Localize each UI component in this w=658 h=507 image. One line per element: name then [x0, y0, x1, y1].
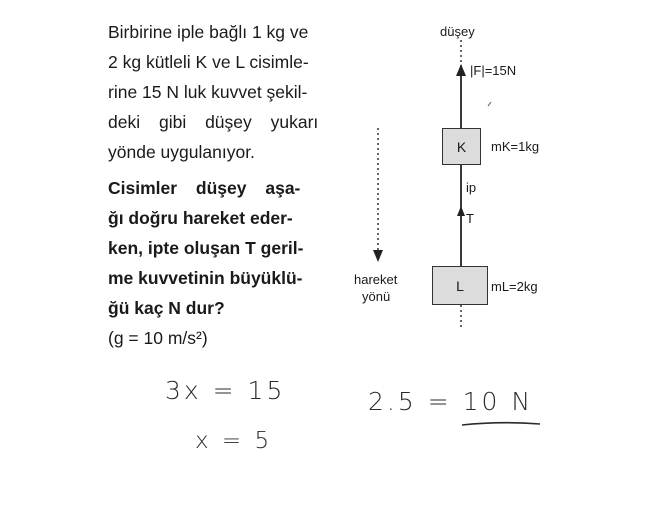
question-line-2: ğı doğru hareket eder-: [108, 208, 293, 228]
motion-label-2: yönü: [362, 289, 391, 304]
answer-underline: [462, 423, 540, 425]
block-k: [442, 128, 481, 165]
problem-line-5: yönde uygulanıyor.: [108, 142, 255, 162]
block-k-label: K: [456, 138, 467, 155]
mass-l-text: mL=2kg: [491, 279, 538, 294]
question-line-1: Cisimler düşey aşa-: [108, 178, 301, 198]
handwritten-eq1: 3x = 15: [165, 376, 286, 405]
problem-line-4: deki gibi düşey yukarı: [108, 112, 319, 132]
problem-line-2: 2 kg kütleli K ve L cisimle-: [108, 52, 309, 72]
handwritten-eq2: x = 5: [195, 428, 273, 454]
given-gravity: (g = 10 m/s²): [108, 328, 208, 348]
problem-line-1: Birbirine iple bağlı 1 kg ve: [108, 22, 309, 42]
question-line-3: ken, ipte oluşan T geril-: [108, 238, 304, 258]
question-line-4: me kuvvetinin büyüklü-: [108, 268, 303, 288]
block-l-label: L: [456, 277, 464, 294]
problem-line-3: rine 15 N luk kuvvet şekil-: [108, 82, 308, 102]
motion-arrow-head: [373, 250, 383, 262]
mass-l-label: [491, 279, 538, 294]
mass-k-text: mK=1kg: [491, 139, 540, 154]
tension-label: T: [466, 211, 474, 226]
question-line-5: ğü kaç N dur?: [108, 298, 225, 318]
tension-arrow-head: [457, 206, 465, 216]
force-arrow-head: [456, 64, 466, 76]
motion-label-1: hareket: [354, 272, 398, 287]
stray-mark: [488, 102, 491, 106]
rope-label: ip: [466, 180, 477, 195]
handwritten-eq3: 2.5 = 10 N: [368, 387, 534, 416]
block-l: [432, 266, 488, 305]
mass-k-label: [491, 139, 539, 154]
force-label: |F|=15N: [470, 63, 517, 78]
vertical-label: düşey: [440, 24, 475, 39]
